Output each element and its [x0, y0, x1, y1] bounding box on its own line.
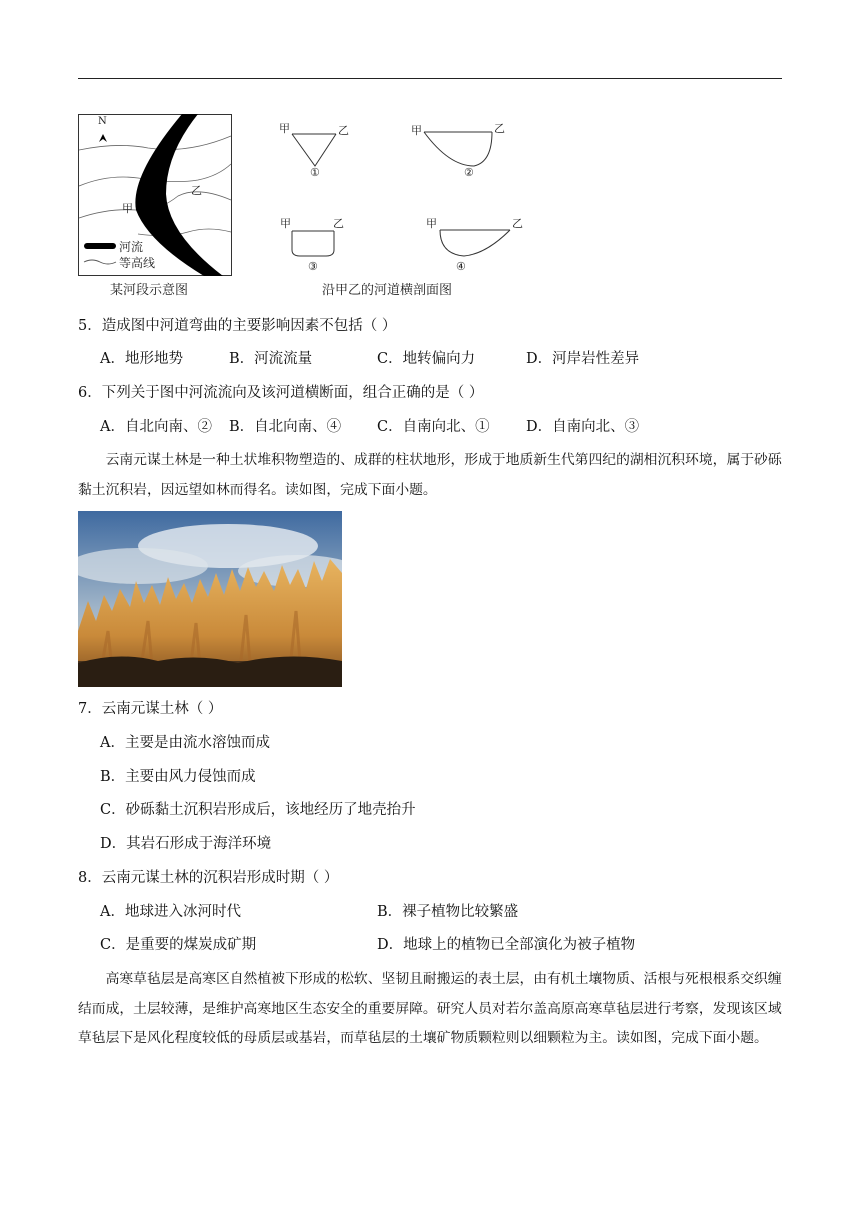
- q6-option-b: B．自北向南、④: [229, 419, 342, 435]
- river-map-figure: [78, 114, 232, 276]
- q7-option-a: A．主要是由流水溶蚀而成: [100, 735, 270, 751]
- map-label-jia: 甲: [122, 202, 133, 215]
- p1-jia: 甲: [279, 122, 290, 135]
- p3-num: ③: [308, 260, 318, 273]
- profile-3: [292, 231, 334, 256]
- q8-option-b: B．裸子植物比较繁盛: [377, 904, 519, 920]
- river-map: [78, 114, 232, 276]
- q5-option-b: B．河流流量: [229, 351, 313, 367]
- profiles-caption: 沿甲乙的河道横剖面图: [322, 283, 453, 298]
- profile-4: [440, 230, 510, 256]
- q5-option-c: C．地转偏向力: [377, 351, 476, 367]
- profiles-svg: [274, 114, 534, 276]
- map-label-yi: 乙: [191, 184, 202, 197]
- q8-option-d: D．地球上的植物已全部演化为被子植物: [377, 937, 636, 953]
- q7-option-b: B．主要由风力侵蚀而成: [100, 769, 256, 785]
- map-caption: 某河段示意图: [110, 283, 189, 298]
- legend-river-symbol: [84, 243, 116, 249]
- q5-stem: 5．造成图中河道弯曲的主要影响因素不包括（ ）: [78, 318, 397, 334]
- profiles-figure: [274, 114, 534, 276]
- p3-jia: 甲: [280, 217, 291, 230]
- q6-option-a: A．自北向南、②: [100, 419, 212, 435]
- q6-option-c: C．自南向北、①: [377, 419, 490, 435]
- q8-option-c: C．是重要的煤炭成矿期: [100, 937, 257, 953]
- legend-contour-label: 等高线: [119, 256, 156, 270]
- p2-yi: 乙: [494, 122, 505, 135]
- earth-forest-photo: [78, 511, 342, 687]
- q6-option-d: D．自南向北、③: [526, 419, 640, 435]
- p1-num: ①: [310, 166, 320, 179]
- p4-jia: 甲: [426, 217, 437, 230]
- q5-option-d: D．河岸岩性差异: [526, 351, 640, 367]
- legend-river-label: 河流: [119, 240, 144, 254]
- q8-stem: 8．云南元谋土林的沉积岩形成时期（ ）: [78, 870, 339, 886]
- p4-num: ④: [456, 260, 466, 273]
- q5-option-a: A．地形地势: [100, 351, 183, 367]
- q6-stem: 6．下列关于图中河流流向及该河道横断面，组合正确的是（ ）: [78, 385, 484, 401]
- p4-yi: 乙: [512, 217, 523, 230]
- profile-1: [292, 134, 336, 166]
- passage-alpine-turf: 高寒草毡层是高寒区自然植被下形成的松软、坚韧且耐搬运的表土层，由有机土壤物质、活根与死根根系交织缠结而成，土层较薄，是维护高寒地区生态安全的重要屏障。研究人员对若尔盖高原高寒草毡层进行考察，发现该区域草毡层下是风化程度较低的母质层或基岩，而草毡层的土壤矿物质颗粒则以细颗粒为主。读如图，完成下面小题。: [78, 971, 782, 1046]
- q8-option-a: A．地球进入冰河时代: [100, 904, 241, 920]
- p2-jia: 甲: [411, 124, 422, 137]
- p3-yi: 乙: [333, 217, 344, 230]
- q7-option-c: C．砂砾黏土沉积岩形成后，该地经历了地壳抬升: [100, 802, 416, 818]
- header-rule: [78, 78, 782, 79]
- passage-yuanmou: 云南元谋土林是一种土状堆积物塑造的、成群的柱状地形，形成于地质新生代第四纪的湖相沉积环境，属于砂砾黏土沉积岩，因远望如林而得名。读如图，完成下面小题。: [78, 452, 782, 498]
- q7-stem: 7．云南元谋土林（ ）: [78, 701, 223, 717]
- north-label: N: [98, 116, 107, 127]
- p1-yi: 乙: [338, 124, 349, 137]
- profile-2: [424, 132, 492, 166]
- p2-num: ②: [464, 166, 474, 179]
- q7-option-d: D．其岩石形成于海洋环境: [100, 836, 272, 852]
